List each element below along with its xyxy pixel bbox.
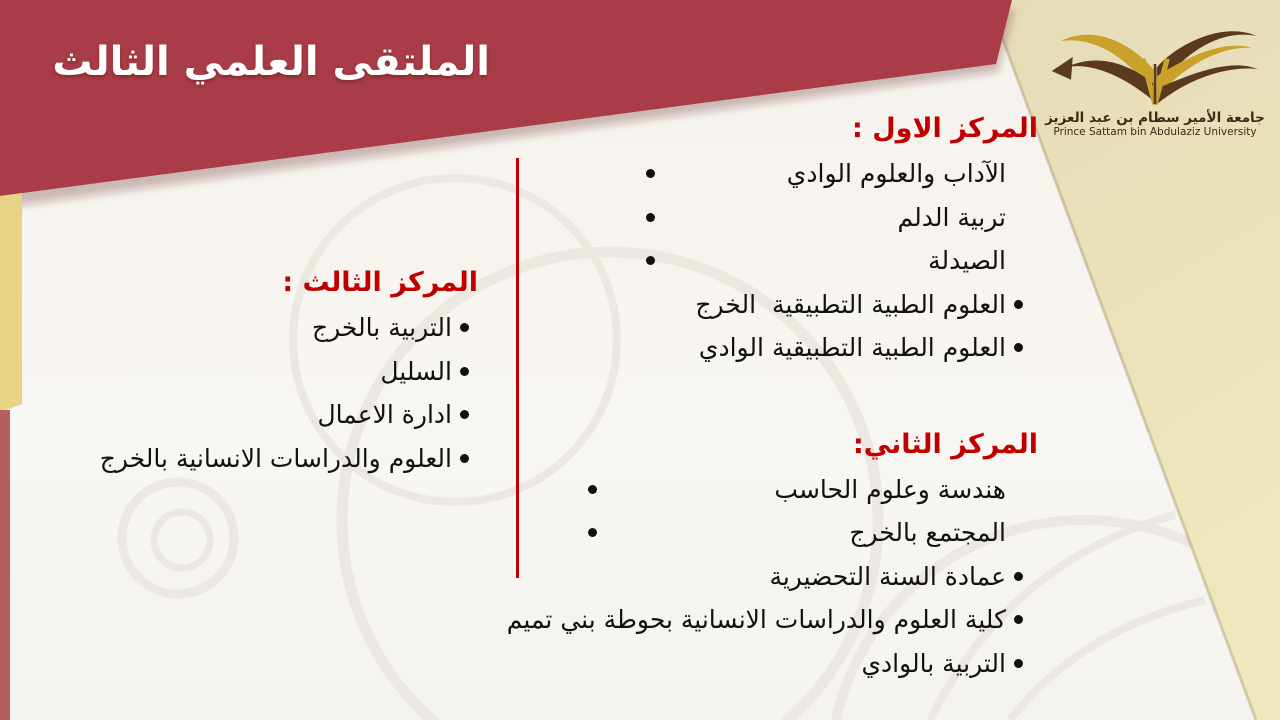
right-column [506, 106, 1040, 685]
list-item-text: التربية بالخرج [311, 313, 452, 342]
bullet-icon [1014, 300, 1023, 309]
bullet-icon [1014, 615, 1023, 624]
bullet-icon [460, 323, 469, 332]
section-gap [560, 370, 1040, 422]
list-item-text: الصيدلة [928, 246, 1006, 275]
list-item [560, 283, 1040, 327]
list-item [0, 393, 480, 437]
list-item-text: التربية بالوادي [861, 648, 1006, 678]
list-item [0, 350, 480, 394]
list-item [560, 196, 1040, 240]
section-items [506, 468, 1040, 686]
section-heading: المركز الاول : [852, 113, 1038, 144]
bullet-icon [588, 485, 597, 494]
logo-name-english: Prince Sattam bin Abdulaziz University [1053, 126, 1257, 138]
list-item [560, 239, 1040, 283]
list-item-text: كلية العلوم والدراسات الانسانية بحوطة بني تميم [506, 605, 1006, 634]
column-divider-line [516, 158, 519, 578]
university-logo [1042, 18, 1268, 150]
list-item-text: تربية الدلم [897, 202, 1006, 232]
bullet-icon [460, 454, 469, 463]
list-item [560, 152, 1040, 196]
section-third-place [0, 260, 480, 480]
bullet-icon [646, 256, 655, 265]
list-item-text: ادارة الاعمال [317, 400, 452, 429]
bullet-icon [588, 528, 597, 537]
slide-title: الملتقى العلمي الثالث [52, 39, 490, 85]
bullet-icon [1014, 659, 1023, 668]
list-item [506, 598, 1040, 642]
section-heading: المركز الثاني: [853, 428, 1038, 460]
bullet-icon [460, 410, 469, 419]
list-item-text: العلوم الطبية التطبيقية الخرج [695, 289, 1006, 319]
bullet-icon [1014, 572, 1023, 581]
list-item-text: المجتمع بالخرج [849, 518, 1006, 547]
bullet-icon [460, 367, 469, 376]
section-items [560, 152, 1040, 370]
section-first-place [560, 106, 1040, 370]
logo-name-arabic: جامعة الأمير سطام بن عبد العزيز [1045, 110, 1265, 126]
list-item [560, 555, 1040, 599]
list-item-text: السليل [380, 356, 452, 386]
list-item [560, 326, 1040, 370]
list-item [0, 437, 480, 481]
list-item [560, 511, 1040, 555]
list-item [0, 306, 480, 350]
list-item-text: العلوم الطبية التطبيقية الوادي [698, 333, 1006, 362]
list-item [560, 642, 1040, 686]
open-book-icon [1050, 18, 1260, 110]
list-item [560, 468, 1040, 512]
list-item-text: عمادة السنة التحضيرية [769, 561, 1006, 591]
list-item-text: هندسة وعلوم الحاسب [774, 474, 1006, 504]
list-item-text: العلوم والدراسات الانسانية بالخرج [99, 443, 452, 473]
section-second-place [506, 422, 1040, 686]
section-items [0, 306, 480, 480]
bullet-icon [646, 169, 655, 178]
list-item-text: الآداب والعلوم الوادي [786, 159, 1006, 188]
left-column [0, 260, 480, 480]
bullet-icon [646, 213, 655, 222]
section-heading: المركز الثالث : [282, 267, 478, 298]
bullet-icon [1014, 343, 1023, 352]
